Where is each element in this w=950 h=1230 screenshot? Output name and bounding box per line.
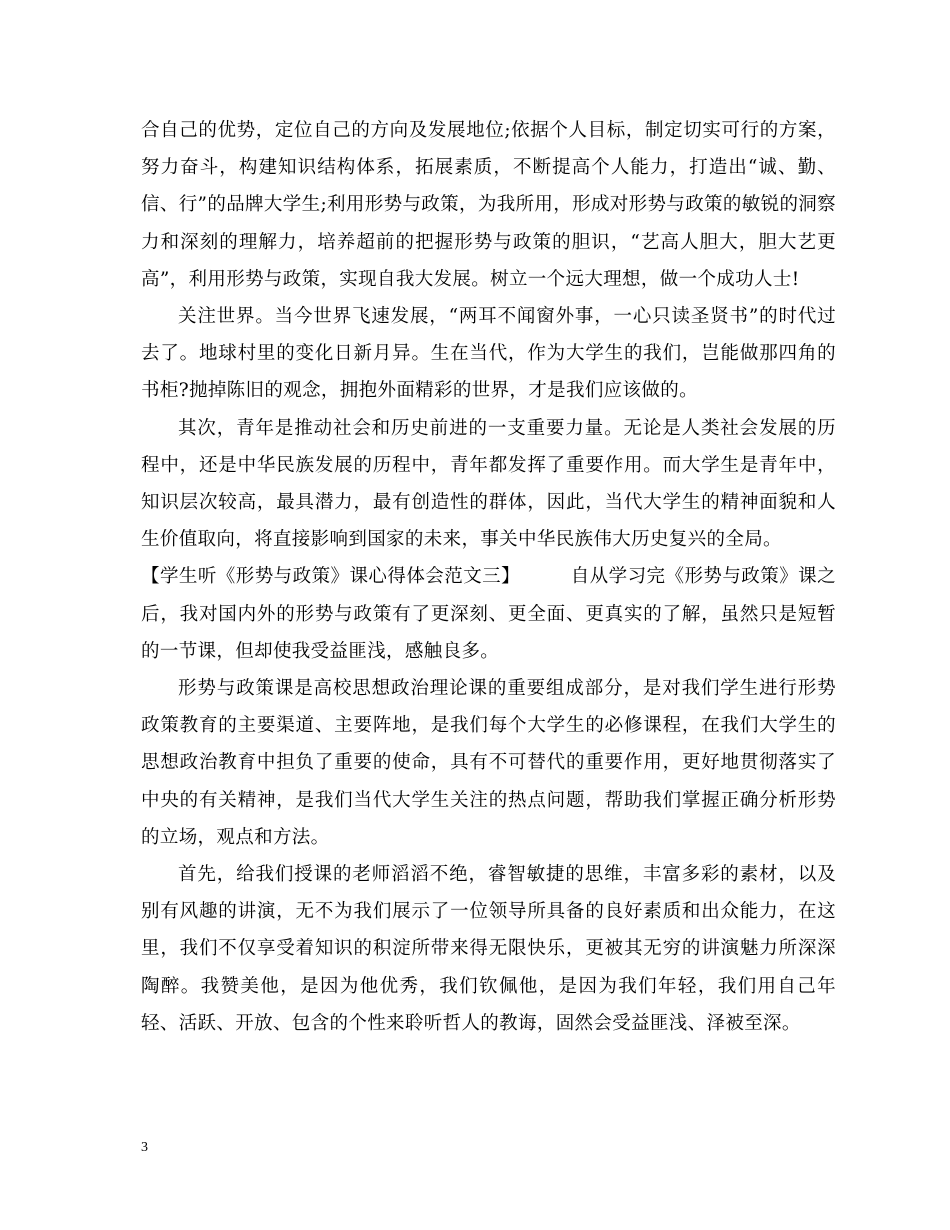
page-number: 3	[141, 1140, 148, 1155]
section-heading: 【学生听《形势与政策》课心得体会范文三】	[141, 566, 521, 588]
paragraph-1: 合自己的优势，定位自己的方向及发展地位;依据个人目标，制定切实可行的方案，努力奋斗，构建知识结构体系，拓展素质，不断提高个人能力，打造出“诚、勤、信、行”的品牌大学生;利用形势与政策，为我所用，形成对形势与政策的敏锐的洞察力和深刻的理解力，培养超前的把握形势与政策的胆识，“艺高人胆大，胆大艺更高”，利用形势与政策，实现自我大发展。树立一个远大理想，做一个成功人士!	[141, 120, 836, 290]
paragraph-3: 其次，青年是推动社会和历史前进的一支重要力量。无论是人类社会发展的历程中，还是中华民族发展的历程中，青年都发挥了重要作用。而大学生是青年中，知识层次较高，最具潜力，最有创造性的群体，因此，当代大学生的精神面貌和人生价值取向，将直接影响到国家的未来，事关中华民族伟大历史复兴的全局。	[141, 417, 836, 551]
section-intro-text: 自从学习完《形势与政策》课之后，我对国内外的形势与政策有了更深刻、更全面、更真实的了解，虽然只是短暂的一节课，但却使我受益匪浅，感触良多。	[141, 566, 836, 662]
section-gap	[520, 566, 571, 587]
paragraph-5: 形势与政策课是高校思想政治理论课的重要组成部分，是对我们学生进行形势政策教育的主要渠道、主要阵地，是我们每个大学生的必修课程，在我们大学生的思想政治教育中担负了重要的使命，具有不可替代的重要作用，更好地贯彻落实了中央的有关精神，是我们当代大学生关注的热点问题，帮助我们掌握正确分析形势的立场，观点和方法。	[141, 678, 836, 848]
paragraph-2: 关注世界。当今世界飞速发展，“两耳不闻窗外事，一心只读圣贤书”的时代过去了。地球村里的变化日新月异。生在当代，作为大学生的我们，岂能做那四角的书柜?抛掉陈旧的观念，拥抱外面精彩的世界，才是我们应该做的。	[141, 306, 836, 402]
paragraph-6: 首先，给我们授课的老师滔滔不绝，睿智敏捷的思维，丰富多彩的素材，以及别有风趣的讲演，无不为我们展示了一位领导所具备的良好素质和出众能力，在这里，我们不仅享受着知识的积淀所带来得无限快乐，更被其无穷的讲演魅力所深深陶醉。我赞美他，是因为他优秀，我们钦佩他，是因为我们年轻，我们用自己年轻、活跃、开放、包含的个性来聆听哲人的教诲，固然会受益匪浅、泽被至深。	[141, 864, 836, 1034]
section-paragraph	[141, 558, 836, 670]
document-body	[141, 112, 836, 1042]
